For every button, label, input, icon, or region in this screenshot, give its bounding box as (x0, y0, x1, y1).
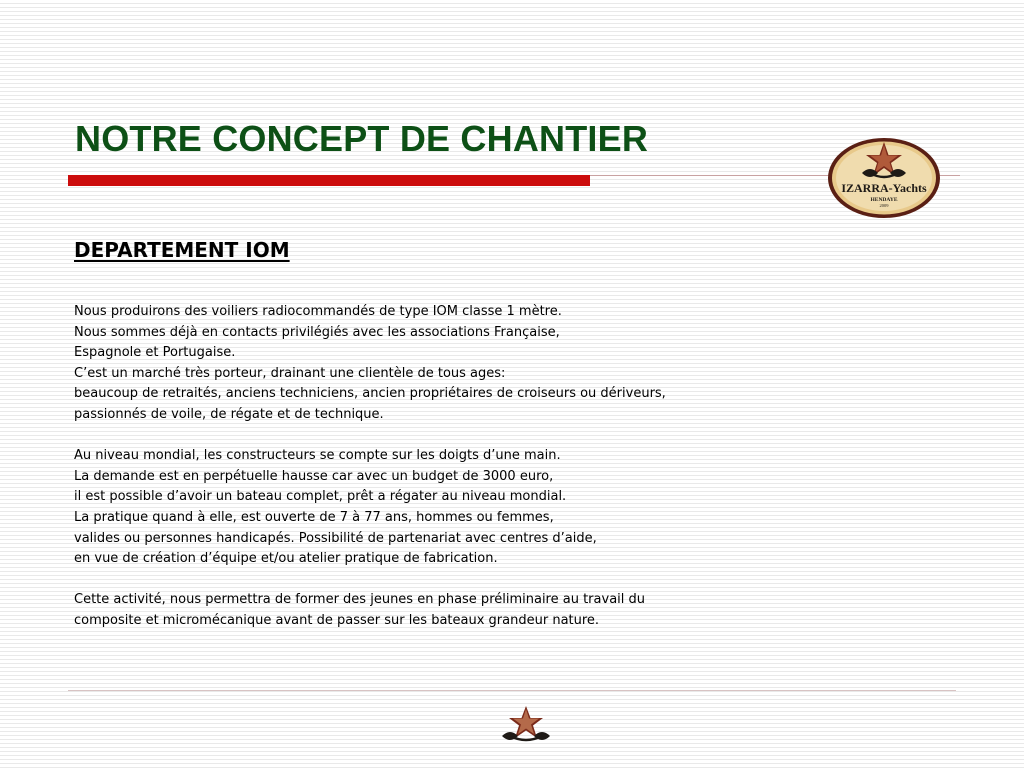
text-line: en vue de création d’équipe et/ou atelier pratique de fabrication. (74, 551, 498, 567)
footer-rule-line (68, 690, 956, 691)
paragraph (74, 302, 834, 426)
text-line: Nous produirons des voiliers radiocommandés de type IOM classe 1 mètre. (74, 304, 562, 319)
text-line: Nous sommes déjà en contacts privilégiés avec les associations Française, (74, 324, 560, 340)
title-accent-bar (68, 175, 590, 186)
text-line: beaucoup de retraités, anciens techniciens, ancien propriétaires de croiseurs ou dériveurs, (74, 386, 666, 402)
section-heading: DEPARTEMENT IOM (74, 238, 290, 262)
text-line: Cette activité, nous permettra de former des jeunes en phase préliminaire au travail du (74, 592, 646, 608)
text-line: Au niveau mondial, les constructeurs se compte sur les doigts d’une main. (74, 448, 561, 464)
logo-year-label: 2009 (879, 203, 889, 208)
paragraph (74, 446, 834, 570)
logo-location-label: HENDAYE (870, 197, 898, 203)
text-line: C’est un marché très porteur, drainant une clientèle de tous ages: (74, 365, 506, 381)
izarra-yachts-logo-icon (826, 136, 942, 220)
logo-name-label: IZARRA-Yachts (841, 181, 927, 195)
text-line: Espagnole et Portugaise. (74, 345, 236, 361)
body-text (74, 302, 834, 652)
star-boat-emblem-icon (497, 705, 555, 747)
text-line: il est possible d’avoir un bateau complet, prêt a régater au niveau mondial. (74, 489, 567, 505)
slide-title: NOTRE CONCEPT DE CHANTIER (75, 118, 649, 159)
text-line: La pratique quand à elle, est ouverte de 7 à 77 ans, hommes ou femmes, (74, 509, 554, 525)
paragraph (74, 590, 834, 631)
text-line: composite et micromécanique avant de passer sur les bateaux grandeur nature. (74, 612, 600, 628)
text-line: passionnés de voile, de régate et de technique. (74, 406, 384, 422)
text-line: La demande est en perpétuelle hausse car avec un budget de 3000 euro, (74, 468, 554, 484)
text-line: valides ou personnes handicapés. Possibilité de partenariat avec centres d’aide, (74, 530, 597, 546)
